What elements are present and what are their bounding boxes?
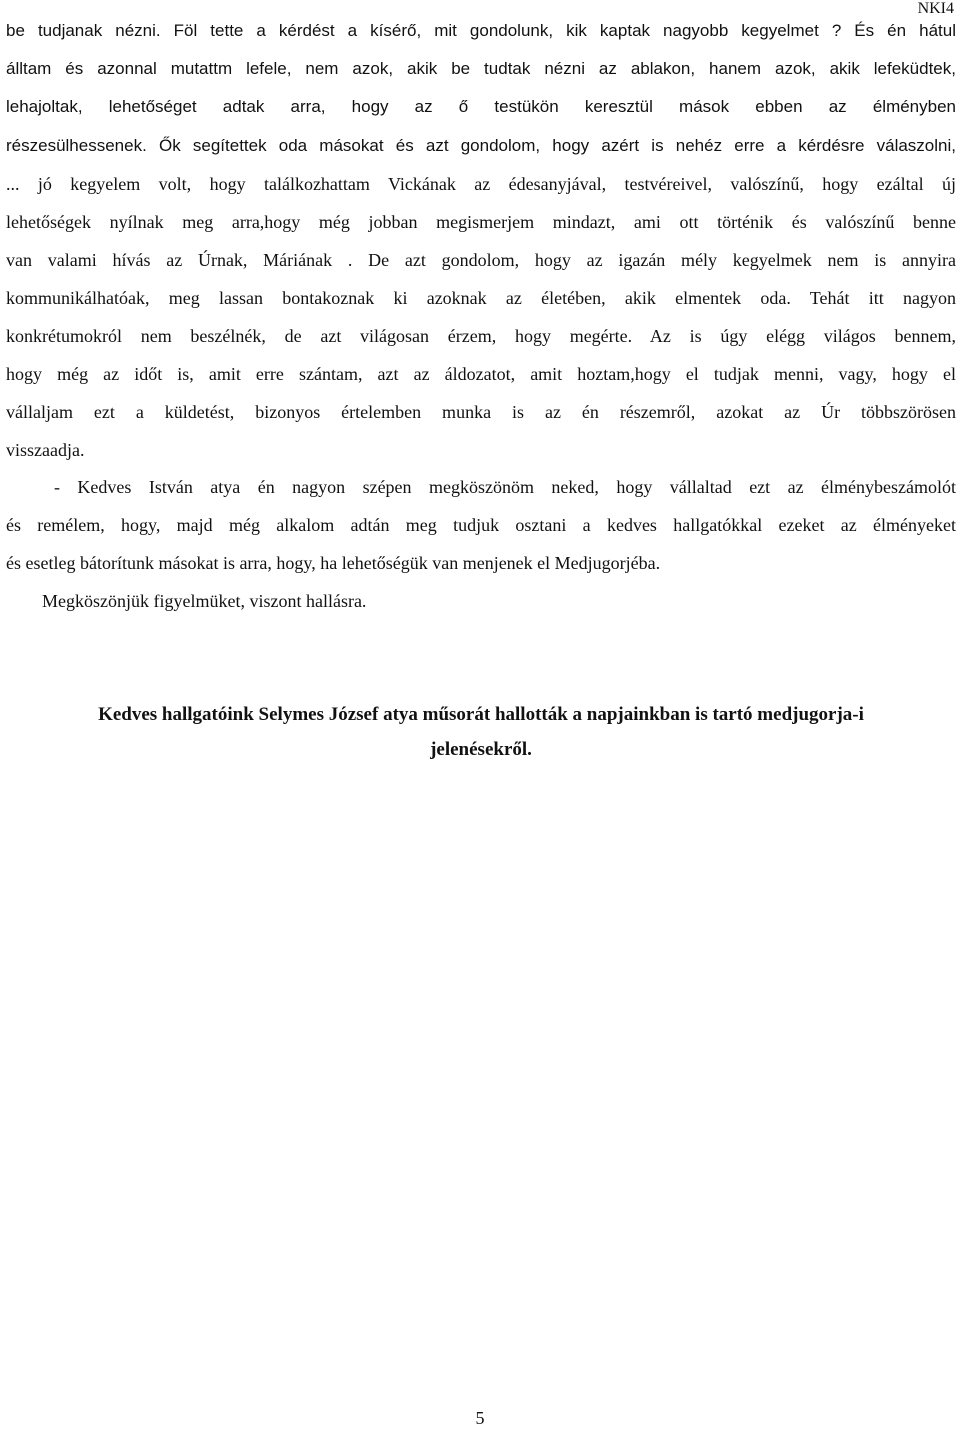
text-line: visszaadja. xyxy=(6,440,85,460)
text-line: és esetleg bátorítunk másokat is arra, hogy, ha lehetőségük van menjenek el Medjugorjéba. xyxy=(6,553,661,573)
text-line: - Kedves István atya én nagyon szépen megköszönöm neked, hogy vállaltad ezt az élménybeszámolót xyxy=(54,477,956,497)
text-line: kommunikálhatóak, meg lassan bontakoznak ki azoknak az életében, akik elmentek oda. Tehát itt nagyon xyxy=(6,288,956,308)
thanks-line: Megköszönjük figyelmüket, viszont hallásra. xyxy=(42,591,367,611)
text-line: konkrétumokról nem beszélnék, de azt világosan érzem, hogy megérte. Az is úgy elégg világos bennem, xyxy=(6,326,956,346)
text-line: be tudjanak nézni. Föl tette a kérdést a kísérő, mit gondolunk, kik kaptak nagyobb kegyelmet ? És én hátul xyxy=(6,21,956,40)
text-line: ... jó kegyelem volt, hogy találkozhattam Vickának az édesanyjával, testvéreivel, valószínű, hogy ezáltal új xyxy=(6,174,956,194)
text-line: álltam és azonnal mutattm lefele, nem azok, akik be tudtak nézni az ablakon, hanem azok, akik lefeküdtek, xyxy=(6,59,956,78)
header-code: NKI4 xyxy=(917,0,954,17)
text-line: lehajoltak, lehetőséget adtak arra, hogy az ő testükön keresztül mások ebben az élményben xyxy=(6,97,956,116)
text-line: hogy még az időt is, amit erre szántam, azt az áldozatot, amit hoztam,hogy el tudjak menni, vagy, hogy el xyxy=(6,364,956,384)
text-line: és remélem, hogy, majd még alkalom adtán meg tudjuk osztani a kedves hallgatókkal ezeket az élményeket xyxy=(6,515,956,535)
text-line: lehetőségek nyílnak meg arra,hogy még jobban megismerjem mindazt, ami ott történik és valószínű benne xyxy=(6,212,956,232)
text-line: vállaljam ezt a küldetést, bizonyos értelemben munka is az én részemről, azokat az Úr többszörösen xyxy=(6,402,956,422)
closing-line-1: Kedves hallgatóink Selymes József atya műsorát hallották a napjainkban is tartó medjugorja-i xyxy=(98,704,864,725)
text-line: részesülhessenek. Ők segítettek oda másokat és azt gondolom, hogy azért is nehéz erre a kérdésre válaszolni, xyxy=(6,136,956,155)
closing-line-2: jelenésekről. xyxy=(430,739,532,760)
text-line: van valami hívás az Úrnak, Máriának . De azt gondolom, hogy az igazán mély kegyelmek nem is annyira xyxy=(6,250,956,270)
page-number: 5 xyxy=(475,1408,485,1428)
